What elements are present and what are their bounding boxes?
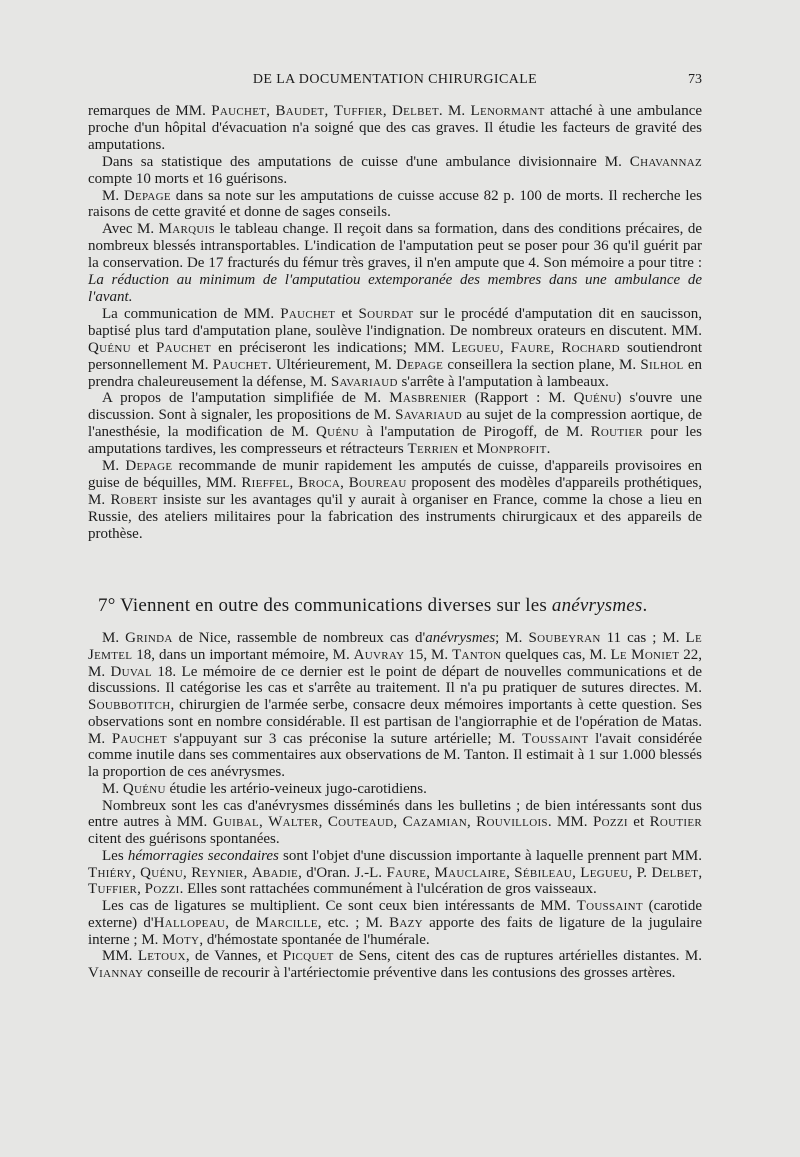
text-run: , chirurgien de l'armée serbe, consacre deux mémoires importants à cette question. Ses observations sont en nombre considérable. Il est partisan de l'angiorraphie et de l'opération de Matas. M. [88,697,702,747]
author-name: Tanton [452,646,502,663]
paragraph [88,781,702,798]
text-run: et [130,339,156,356]
text-run: de Sens, citent des cas de ruptures artérielles distantes. M. [333,948,702,965]
text-run: . M. [438,103,471,119]
author-name: Marquis [158,221,216,238]
author-name: Pozzi [592,814,628,831]
paragraph [88,630,702,781]
section-heading [98,595,698,617]
text-run: ) s'ouvre une discussion. Sont à signaler, les propositions de M. [88,390,702,424]
text-run: 11 cas ; M. [600,630,686,646]
paragraph [88,188,702,222]
author-name: Walter [268,814,319,831]
text-run: , [243,864,252,881]
text-run: , [131,864,141,881]
author-name: Le Moniet [610,646,680,663]
text-run: Les [102,847,128,864]
text-run: , [340,474,349,491]
text-run: conseillera la section plane, M. [443,356,641,373]
author-name: Legueu [580,864,629,881]
author-name: Delbet [651,864,699,881]
author-name: Monprofit [476,441,547,458]
author-name: Moty [162,931,200,948]
text-run: , [324,103,334,119]
author-name: Depage [125,458,173,475]
text-run: . Ultérieurement, M. [267,356,397,373]
text-run: étudie les artério-veineux jugo-carotidiens. [165,780,427,797]
section-heading-italic: anévrysmes [551,595,643,616]
author-name: Delbet [392,103,439,119]
author-name: Savariaud [330,373,398,390]
text-run: , P. [628,864,652,881]
text-run: dans sa note sur les amputations de cuisse accuse 82 p. 100 de morts. Il recherche les raisons de cette gravité et donne de sages conseils. [88,187,702,221]
section-heading-text: 7° Viennent en outre des communications diverses sur les [98,595,552,616]
text-run: , [698,864,703,881]
author-name: Mauclaire [434,864,507,881]
text-run: recommande de munir rapidement les amputés de cuisse, d'appareils provisoires en guise de béquilles, MM. [88,458,703,491]
text-run: Dans sa statistique des amputations de cuisse d'une ambulance divisionnaire M. [102,153,630,170]
author-name: Baudet [275,103,325,119]
text-run: . Elles sont rattachées communément à l'ulcération de gros vaisseaux. [179,881,597,898]
italic-text: La réduction au minimum de l'amputatiou extemporanée des membres dans une ambulance de l'avant. [88,272,702,305]
author-name: Quénu [88,339,131,356]
author-name: Lenormant [470,103,545,119]
author-name: Rouvillois [476,814,548,831]
text-run: A propos de l'amputation simplifiée de M. [102,390,390,407]
text-run: M. [102,187,124,204]
text-run: , [289,474,299,491]
author-name: Quénu [122,780,166,797]
text-run: Nombreux sont les cas d'anévrysmes disséminés dans les bulletins ; de bien intéressants sont dus entre autres à MM. [88,797,702,831]
text-run: citent des guérisons spontanées. [88,831,280,847]
text-run: La communication de MM. [102,305,281,322]
paragraph [88,458,702,543]
author-name: Pozzi [144,881,180,898]
text-run: , [183,864,192,881]
paragraph [88,948,702,982]
author-name: Quénu [316,424,359,441]
page-number: 73 [688,72,702,87]
author-name: Masbrenier [389,390,467,407]
text-run: s'arrête à l'amputation à lambeaux. [397,373,609,390]
paragraph [88,154,702,188]
text-run: de Nice, rassemble de nombreux cas d' [172,630,426,646]
text-run: , [572,864,581,881]
author-name: Routier [590,424,644,441]
text-run: , [426,864,435,881]
text-run: , [506,864,515,881]
section-heading-suffix: . [642,595,648,616]
author-name: Silhol [640,356,684,373]
text-run: et [335,305,359,322]
text-run: M. [102,780,123,797]
author-name: Chavannaz [629,153,702,170]
text-run: M. [102,458,126,475]
text-run: au sujet de la compression aortique, de l'anesthésie, la modification de M. [88,407,702,441]
author-name: Letoux [137,948,186,965]
author-name: Hallopeau [153,914,226,931]
author-name: Tuffier [88,881,138,898]
text-run: insiste sur les avantages qu'il y aurait à organiser en France, comme la chose a lieu en Russie, des ateliers militaires pour la fabrication des instruments chirurgicaux et des appareils de prothèse. [88,491,702,542]
text-run: conseille de recourir à l'artériectomie préventive dans les contusions des grosses artères. [143,965,676,981]
text-run: en prendra chaleureusement la défense, M. [88,356,702,390]
author-name: Tuffier [333,103,383,119]
author-name: Duval [110,663,152,680]
author-name: Pauchet [211,103,267,119]
text-run: l'avait considérée comme inutile dans ses commentaires aux observations de M. Tanton. Il estimait à 1 sur 1.000 blessés la proportion de ces anévrysmes. [88,730,702,780]
author-name: Faure [386,864,427,881]
author-name: Pauchet [280,305,336,322]
text-run: quelques cas, M. [501,646,611,663]
text-run: proposent des modèles d'appareils prothétiques, M. [88,474,702,508]
author-name: Depage [123,187,171,204]
text-run: 18. Le mémoire de ce dernier est le point de départ de nouvelles communications et de discussions. Il catégorise les cas et s'arrête au traitement. Il n'a pu pratiquer de sutures directes. M. [88,663,702,697]
author-name: Le Jemtel [88,630,702,663]
text-run: , [258,814,269,831]
text-run: le tableau change. Il reçoit dans sa formation, dans des conditions précaires, de nombreux blessés intransportables. L'indication de l'amputation peut se poser pour 36 qu'il guérit par la conservation. De 17 fracturés du fémur très graves, il n'en ampute que 4. Son mémoire a pour titre : [88,221,703,272]
text-run: , [550,339,562,356]
author-name: Picquet [282,948,334,965]
author-name: Pauchet [212,356,268,373]
text-run: Les cas de ligatures se multiplient. Ce sont ceux bien intéressants de MM. [102,898,577,914]
author-name: Faure [510,339,551,356]
paragraph [88,898,702,948]
author-name: Bazy [389,914,423,931]
text-run: sur le procédé d'amputation dit en saucisson, baptisé plus tard d'amputation plane, soulève l'indignation. De nombreux orateurs en discutent. MM. [88,305,703,339]
text-run: Avec M. [102,221,159,238]
text-run: MM. [102,948,138,965]
author-name: Pauchet [111,730,167,747]
text-run: et [458,441,477,458]
text-run: attaché à une ambulance proche d'un hôpital d'évacuation n'a soigné que des cas graves. Il étudie les facteurs de gravité des amputations. [88,103,703,153]
text-run: sont l'objet d'une discussion importante à laquelle prennent part MM. [278,847,702,864]
paragraph [88,798,702,848]
text-run: , [318,814,328,831]
author-name: Soubbotitch [88,697,171,713]
text-run: , d'Oran. J.-L. [298,864,387,881]
text-run: 15, M. [404,646,453,663]
italic-text: anévrysmes [425,630,496,646]
paragraph [88,848,702,898]
author-name: Savariaud [395,407,462,424]
author-name: Sourdat [358,305,414,322]
author-name: Toussaint [576,898,643,914]
paragraph [88,103,702,154]
page-header [88,72,702,92]
text-run: , [466,814,477,831]
author-name: Guibal [212,814,259,831]
text-run: pour les amputations tardives, les compresseurs et rétracteurs [88,424,702,458]
author-name: Abadie [251,864,299,881]
author-name: Marcille [255,914,318,931]
author-name: Boureau [348,474,407,491]
author-name: Pauchet [155,339,212,356]
author-name: Quénu [140,864,184,881]
text-run: . [546,441,551,458]
text-run: soutiendront personnellement M. [88,339,703,373]
author-name: Grinda [125,630,173,646]
author-name: Terrien [407,441,459,458]
italic-text: hémorragies secondaires [127,847,279,864]
author-name: Broca [298,474,341,491]
text-run: remarques de MM. [88,103,212,119]
paragraph [88,221,702,306]
paragraph [88,306,702,391]
body-text-lower [88,630,702,982]
text-run: , [393,814,403,831]
text-run: et [627,814,650,831]
author-name: Reynier [191,864,244,881]
author-name: Couteaud [327,814,394,831]
author-name: Soubeyran [528,630,601,646]
text-run: (carotide externe) d' [88,898,702,931]
author-name: Viannay [88,965,144,981]
author-name: Toussaint [522,730,589,747]
text-run: , de Vannes, et [185,948,283,965]
text-run: . MM. [547,814,593,831]
text-run: en préciseront les indications; MM. [211,339,452,356]
author-name: Legueu [451,339,500,356]
text-run: , d'hémostate spontanée de l'humérale. [199,931,430,948]
text-run: , [499,339,511,356]
text-run: , etc. ; M. [317,914,390,931]
text-run: compte 10 morts et 16 guérisons. [88,170,288,187]
author-name: Rochard [561,339,620,356]
author-name: Sébileau [514,864,573,881]
author-name: Cazamian [402,814,467,831]
text-run: s'appuyant sur 3 cas préconise la suture artérielle; M. [166,730,523,747]
text-run: , de [225,914,256,931]
text-run: ; M. [495,630,529,646]
text-run: (Rapport : M. [466,390,574,407]
text-run: , [382,103,393,119]
author-name: Thiéry [88,864,132,881]
running-title: DE LA DOCUMENTATION CHIRURGICALE [252,72,538,87]
text-run: , [266,103,276,119]
text-run: 18, dans un important mémoire, M. [132,646,354,663]
paragraph [88,390,702,458]
author-name: Quénu [573,390,617,407]
author-name: Robert [110,491,158,508]
text-run: M. [102,630,126,646]
author-name: Auvray [353,646,405,663]
author-name: Depage [396,356,444,373]
author-name: Rieffel [241,474,290,491]
author-name: Routier [649,814,703,831]
text-run: apporte des faits de ligature de la jugulaire interne ; M. [88,914,702,948]
text-run: , [137,881,145,898]
body-text-upper [88,103,702,543]
text-run: 22, M. [88,646,703,680]
text-run: à l'amputation de Pirogoff, de M. [358,424,591,441]
